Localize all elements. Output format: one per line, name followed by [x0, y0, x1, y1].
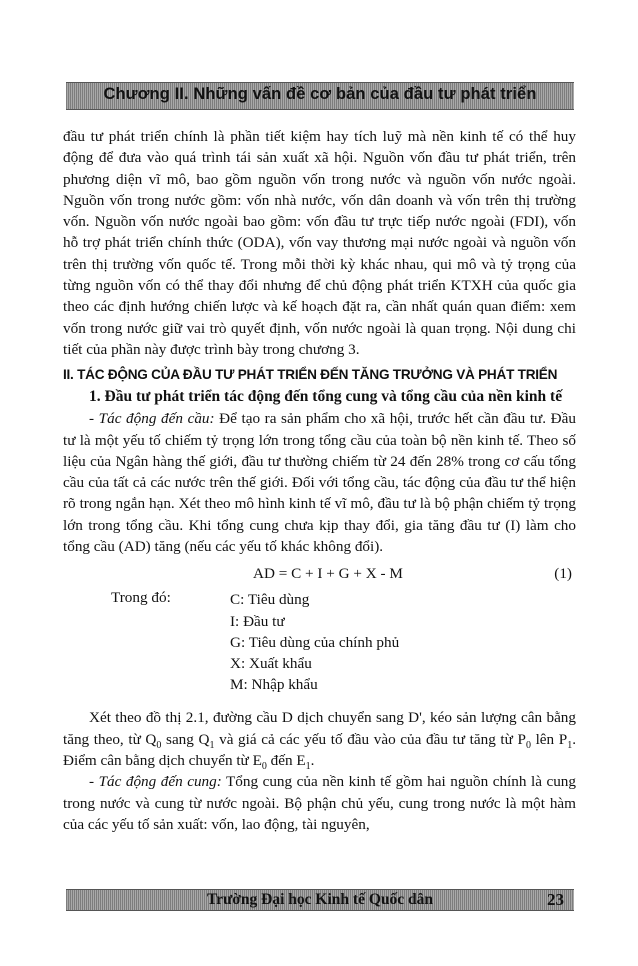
definition-item: G: Tiêu dùng của chính phủ	[230, 633, 400, 651]
paragraph-supply-effect	[63, 771, 576, 835]
aggregate-demand-formula: AD = C + I + G + X - M	[253, 565, 403, 583]
paragraph-demand-effect	[63, 408, 576, 557]
subsection-heading: 1. Đầu tư phát triển tác động đến tổng cung và tổng cầu của nền kinh tế	[89, 388, 563, 406]
demand-effect-lead: - Tác động đến cầu:	[89, 410, 215, 428]
chapter-header-band	[66, 82, 574, 110]
definition-item: X: Xuất khẩu	[230, 654, 312, 672]
chapter-title: Chương II. Những vấn đề cơ bản của đầu tư phát triển	[103, 85, 537, 103]
page-content	[63, 126, 576, 835]
demand-effect-text: Để tạo ra sản phẩm cho xã hội, trước hết cần đầu tư. Đầu tư là một yếu tố chiếm tỷ trọng lớn trong tổng cầu của toàn bộ nền kinh tế. Theo số liệu của Ngân hàng thế giới, đầu tư thường chiếm từ 24 đến 28% trong cơ cấu tổng cầu của tất cả các nước trên thế giới. Đối với tổng cầu, tác động của đầu tư thể hiện rõ trong ngắn hạn. Xét theo mô hình kinh tế vĩ mô, đầu tư là bộ phận chiếm tỷ trọng lớn trong tổng cầu. Khi tổng cung chưa kịp thay đổi, gia tăng đầu tư (I) làm cho tổng cầu (AD) tăng (nếu các yếu tố khác không đổi).	[63, 410, 576, 556]
page-number: 23	[547, 890, 564, 909]
definition-item: M: Nhập khẩu	[230, 676, 318, 694]
formula-definitions	[63, 589, 576, 707]
section-heading: II. TÁC ĐỘNG CỦA ĐẦU TƯ PHÁT TRIỂN ĐẾN TĂNG TRƯỞNG VÀ PHÁT TRIỂN	[63, 367, 558, 383]
definitions-intro: Trong đó:	[111, 589, 171, 607]
definition-list	[230, 589, 399, 695]
university-name: Trường Đại học Kinh tế Quốc dân	[206, 891, 433, 908]
paragraph-capital-sources: đầu tư phát triển chính là phần tiết kiệm hay tích luỹ mà nền kinh tế có thể huy động để đưa vào quá trình tái sản xuất xã hội. Nguồn vốn đầu tư phát triển, trên phương diện vĩ mô, bao gồm nguồn vốn trong nước và nguồn vốn nước ngoài. Nguồn vốn trong nước gồm: vốn nhà nước, vốn dân doanh và vốn trên thị trường vốn. Nguồn vốn nước ngoài bao gồm: vốn đầu tư trực tiếp nước ngoài (FDI), vốn hỗ trợ phát triển chính thức (ODA), vốn vay thương mại nước ngoài và nguồn vốn trên thị trường vốn quốc tế. Trong mỗi thời kỳ khác nhau, qui mô và tỷ trọng của từng nguồn vốn có thể thay đổi nhưng để chủ động phát triển KTXH của quốc gia theo các định hướng chiến lược và kế hoạch đặt ra, cần nhất quán quan điểm: xem vốn trong nước giữ vai trò quyết định, vốn nước ngoài là quan trọng. Nội dung chi tiết của phần này được trình bày trong chương 3.	[63, 128, 576, 358]
definition-item: I: Đầu tư	[230, 612, 285, 630]
supply-effect-text: Tổng cung của nền kinh tế gồm hai nguồn chính là cung trong nước và cung từ nước ngoài. Bộ phận chủ yếu, cung trong nước là một hàm của các yếu tố sản xuất: vốn, lao động, tài nguyên,	[63, 773, 576, 833]
formula-number: (1)	[554, 565, 572, 583]
footer-band	[66, 889, 574, 911]
supply-effect-lead: - Tác động đến cung:	[89, 773, 222, 791]
formula-row	[63, 563, 576, 589]
paragraph-graph-explanation: Xét theo đồ thị 2.1, đường cầu D dịch chuyển sang D', kéo sản lượng cân bằng tăng theo, từ $Q_0$ sang $Q_1$ và giá cả các yếu tố đầu vào của đầu tư tăng từ $P_0$ lên $P_1$. Điểm cân bằng dịch chuyển từ $E_0$ đến $E_1$.	[63, 709, 576, 772]
definition-item: C: Tiêu dùng	[230, 591, 310, 609]
